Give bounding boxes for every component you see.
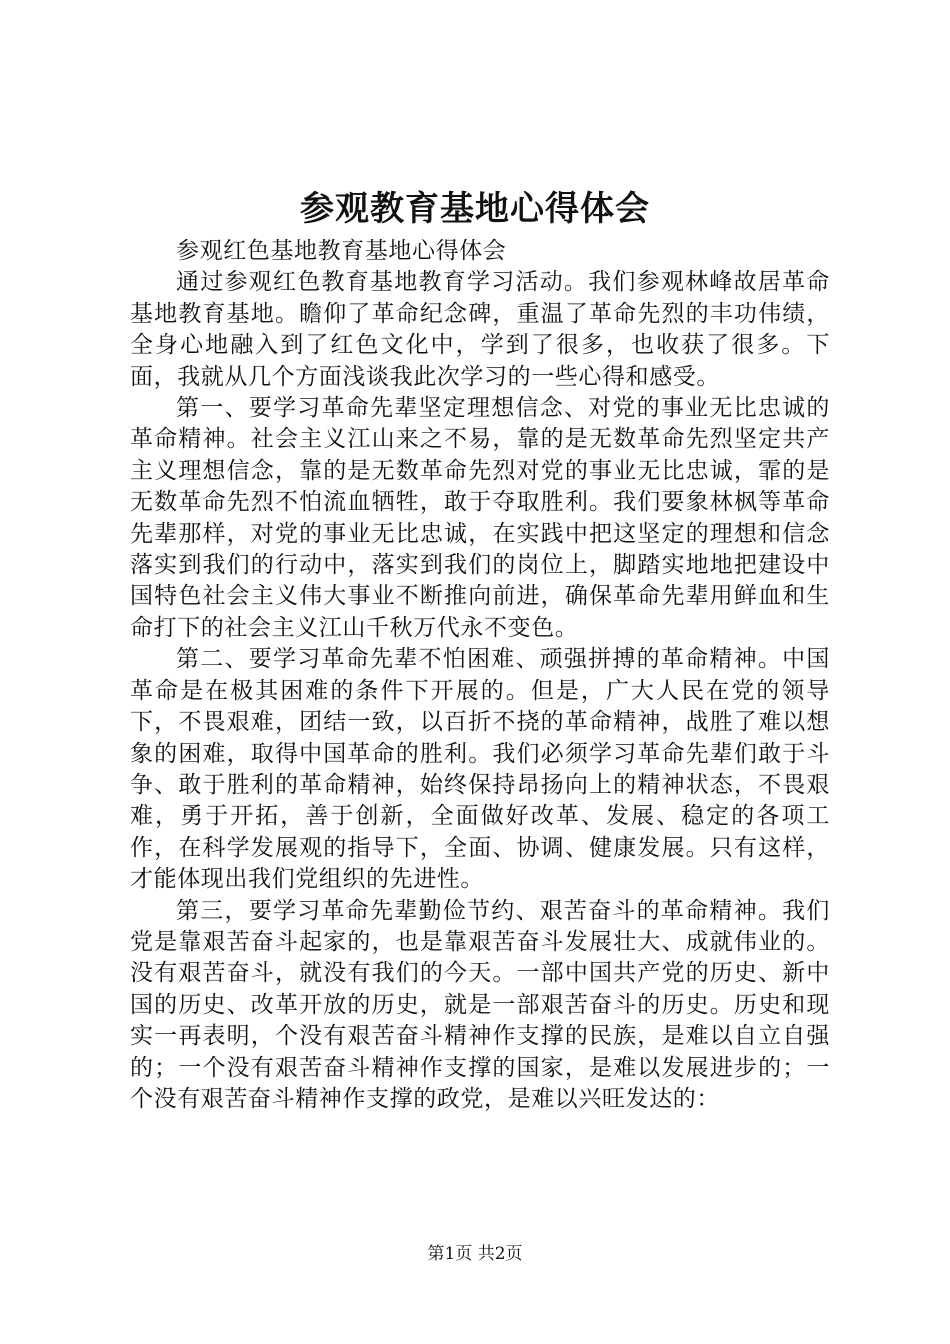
page-footer: 第1页 共2页 [427, 1244, 523, 1264]
document-title: 参观教育基地心得体会 [300, 189, 650, 229]
document-body [130, 236, 830, 1115]
body-paragraph-first: 第一、要学习革命先辈坚定理想信念、对党的事业无比忠诚的革命精神。社会主义江山来之不易，靠的是无数革命先烈坚定共产主义理想信念，靠的是无数革命先烈对党的事业无比忠诚，霏的是无数革命先烈不怕流血牺牲，敢于夺取胜利。我们要象林枫等革命先辈那样，对党的事业无比忠诚，在实践中把这坚定的理想和信念落实到我们的行动中，落实到我们的岗位上，脚踏实地地把建设中国特色社会主义伟大事业不断推向前进，确保革命先辈用鲜血和生命打下的社会主义江山千秋万代永不变色。 [130, 395, 830, 641]
body-paragraph-subtitle: 参观红色基地教育基地心得体会 [176, 238, 507, 264]
body-paragraph-third: 第三，要学习革命先辈勤俭节约、艰苦奋斗的革命精神。我们党是靠艰苦奋斗起家的，也是靠艰苦奋斗发展壮大、成就伟业的。没有艰苦奋斗，就没有我们的今天。一部中国共产党的历史、新中国的历史、改革开放的历史，就是一部艰苦奋斗的历史。历史和现实一再表明，个没有艰苦奋斗精神作支撑的民族，是难以自立自强的；一个没有艰苦奋斗精神作支撑的国家，是难以发展进步的；一个没有艰苦奋斗精神作支撑的政党，是难以兴旺发达的： [130, 897, 830, 1112]
body-paragraph-second: 第二、要学习革命先辈不怕困难、顽强拼搏的革命精神。中国革命是在极其困难的条件下开展的。但是，广大人民在党的领导下，不畏艰难，团结一致，以百折不挠的革命精神，战胜了难以想象的困难，取得中国革命的胜利。我们必须学习革命先辈们敢于斗争、敢于胜利的革命精神，始终保持昂扬向上的精神状态，不畏艰难，勇于开拓，善于创新，全面做好改革、发展、稳定的各项工作，在科学发展观的指导下，全面、协调、健康发展。只有这样，才能体现出我们党组织的先进性。 [130, 646, 830, 893]
body-paragraph-intro: 通过参观红色教育基地教育学习活动。我们参观林峰故居革命基地教育基地。瞻仰了革命纪念碑，重温了革命先烈的丰功伟绩，全身心地融入到了红色文化中，学到了很多，也收获了很多。下面，我就从几个方面浅谈我此次学习的一些心得和感受。 [130, 269, 830, 390]
